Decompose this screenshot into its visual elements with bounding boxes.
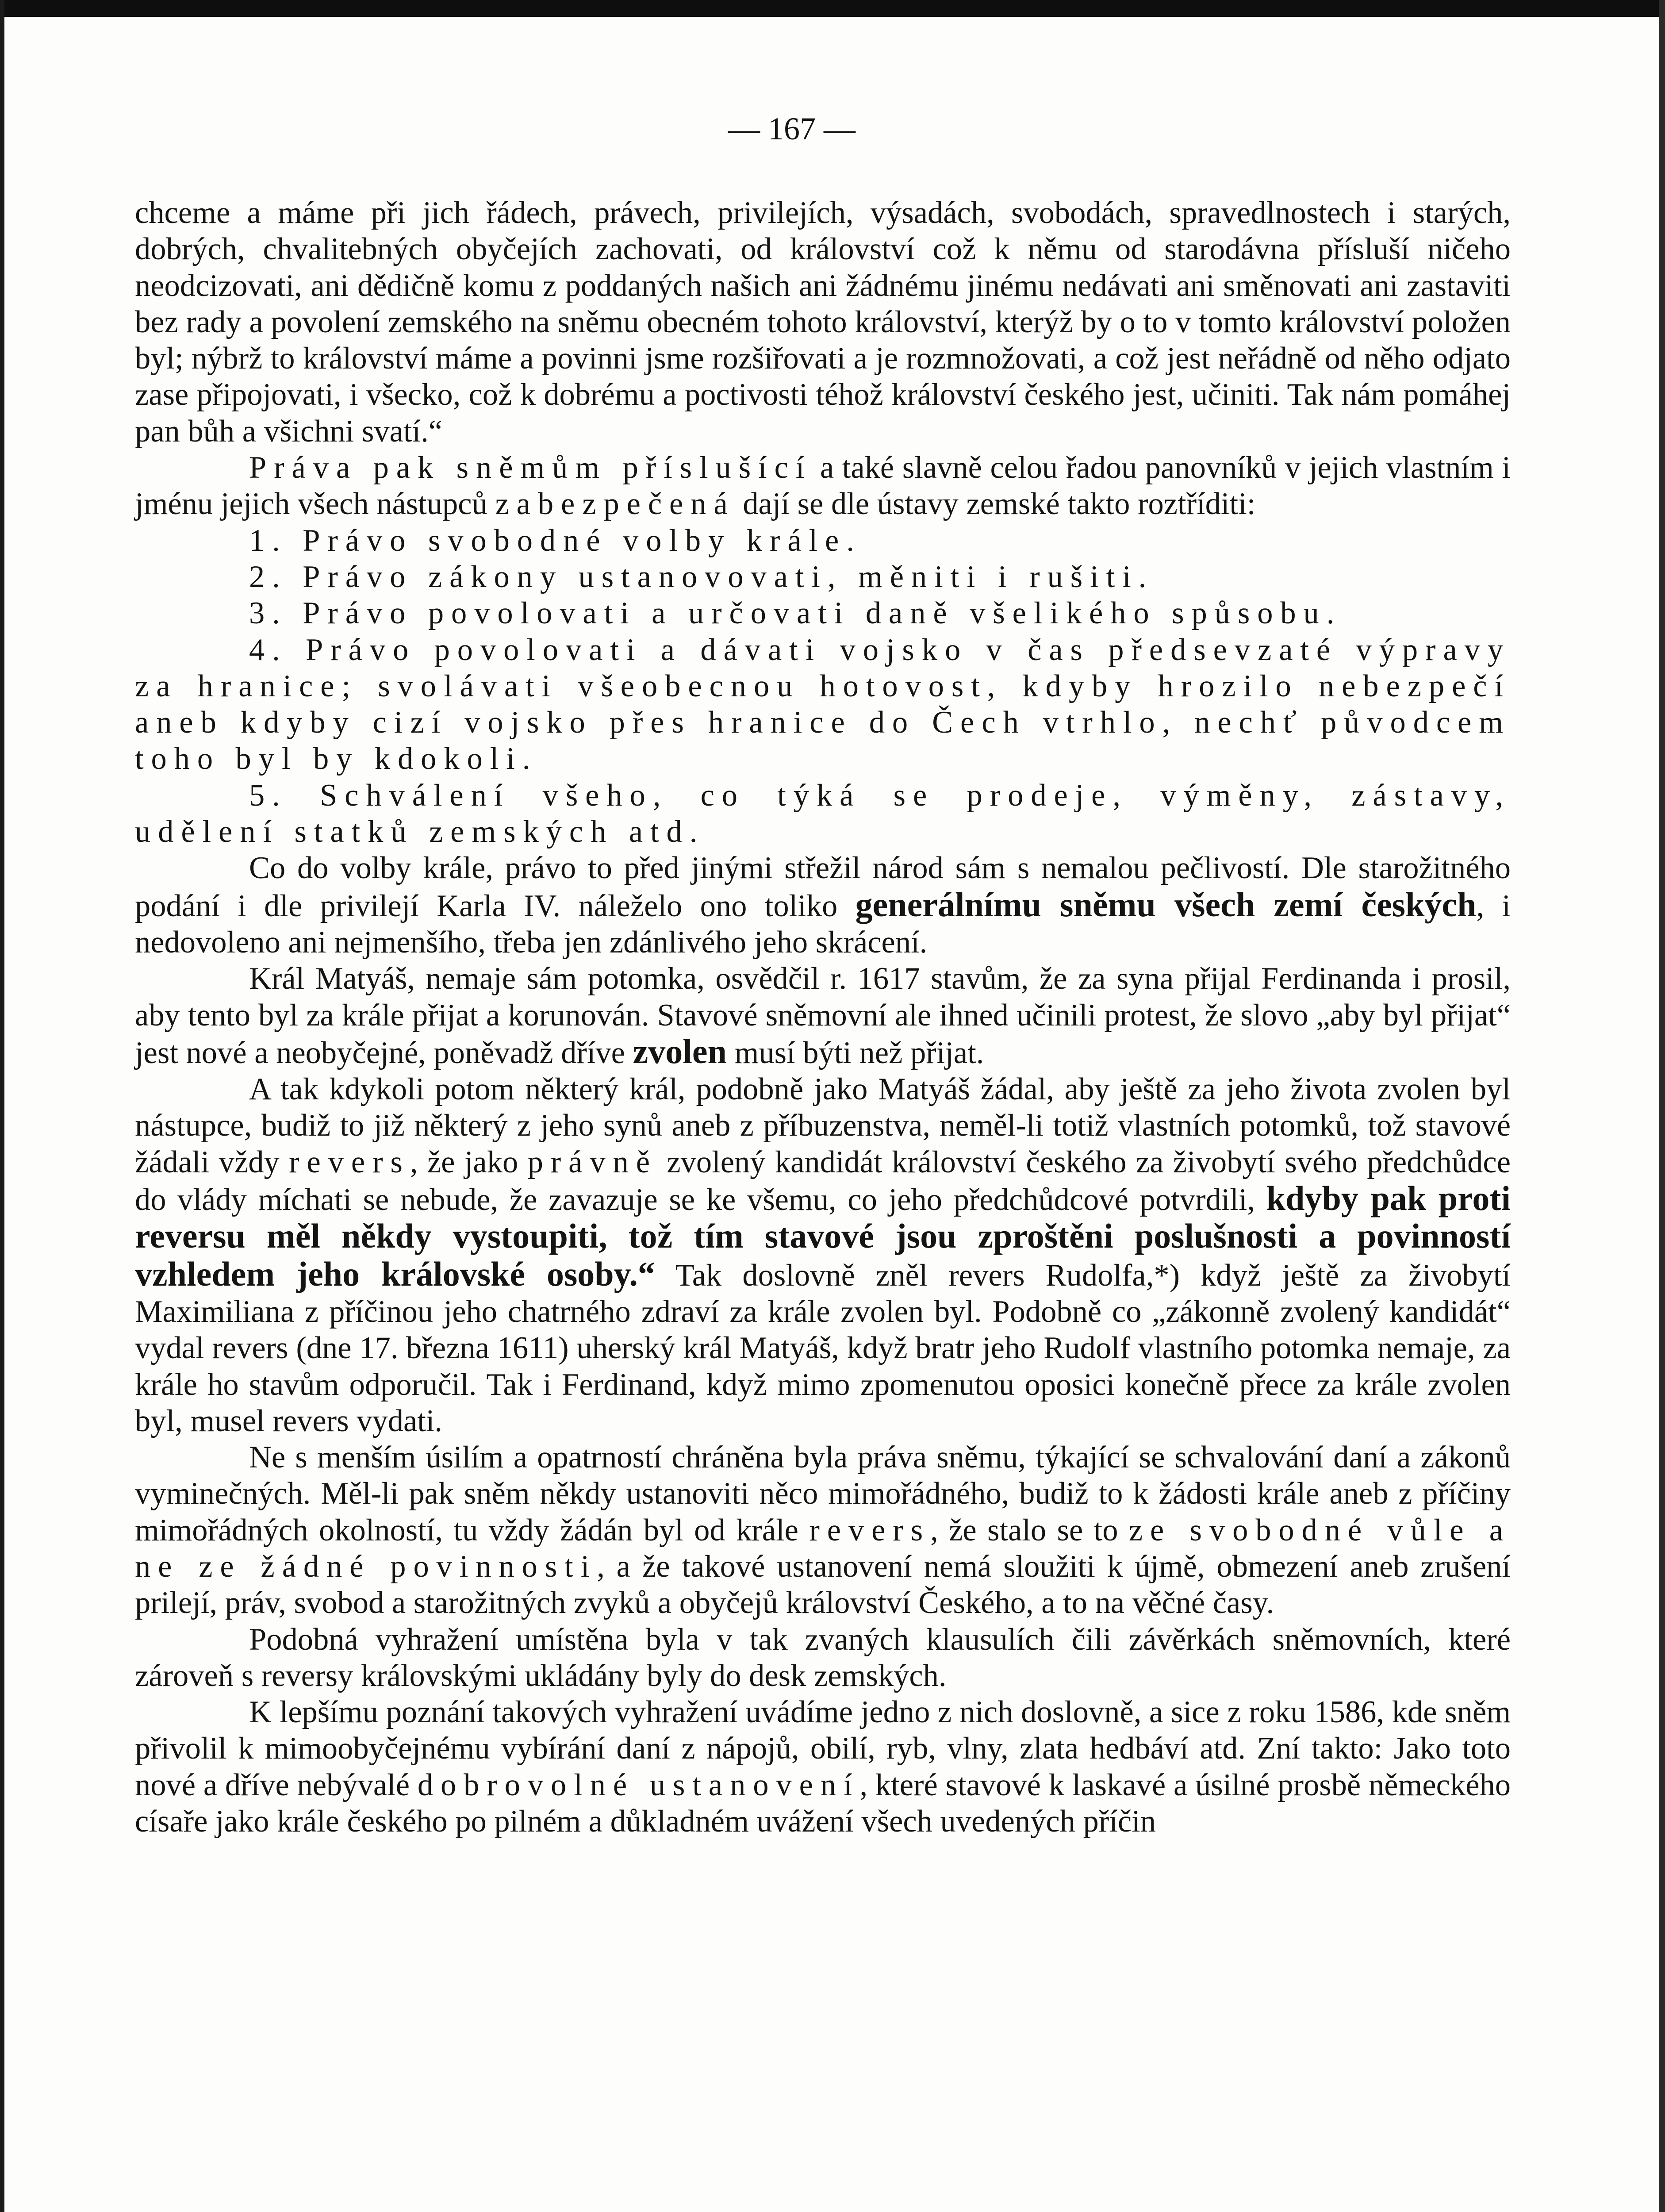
election-text: Co do volby krále, právo to před jinými střežil národ sám s nemalou pečlivostí. Dle starožitného podání i dle privilejí Karla IV. náleželo ono toliko xyxy=(135,851,1511,923)
taxes-text-end: , a že takové ustanovení nemá sloužiti k újmě, obmezení aneb zrušení prilejí, práv, svobod a starožitných zvyků a obyčejů království Českého, a to na věčné časy. xyxy=(135,1549,1511,1621)
revers-text-3: zvolený kandidát království českého za živobytí svého předchůdce do vlády míchati se nebude, že zavazuje se ke všemu, co jeho předchůdcové potvrdili, xyxy=(135,1144,1511,1217)
paragraph-oath-end: chceme a máme při jich řádech, právech, privilejích, výsadách, svobodách, spravedlnostech i starých, dobrých, chvalitebných obyčejích zachovati, od království což k němu od starodávna přísluší ničeho neodcizovati, ani dědičně komu z poddaných našich ani žádnému jinému nedávati ani směnovati ani zastaviti bez rady a povolení zemského na sněmu obecném tohoto království, kterýž by o to v tomto království položen byl; nýbrž to království máme a povinni jsme rozšiřovati a je rozmnožovati, a což jest neřádně od něho odjato zase připojovati, i všecko, což k dobrému a poctivosti téhož království českého jest, učiniti. Tak nám pomáhej pan bůh a všichni svatí.“ xyxy=(135,196,1511,449)
paragraph-clauses: Podobná vyhražení umístěna byla v tak zvaných klausulích čili závěrkách sněmovních, které zároveň s reversy královskými ukládány byly do desk zemských. xyxy=(135,1622,1511,1693)
spaced-free-will: ze svobodné vůle a ne ze žádné povinnosti xyxy=(135,1513,1511,1584)
revers-text-end: Tak doslovně zněl revers Rudolfa,*) když ještě za živobytí Maximiliana z příčinou jeho chatrného zdraví za krále zvolen byl. Podobně co „zákonně zvolený kandidát“ vydal revers (dne 17. března 1611) uherský král Matyáš, když bratr jeho Rudolf vlastního potomka nemaje, za krále ho stavům odporučil. Tak i Ferdinand, když mimo zpomenutou oposici konečně přece za krále zvolen byl, musel revers vydati. xyxy=(135,1258,1511,1438)
page-number: — 167 — xyxy=(728,111,856,146)
list-item: 3. Právo povolovati a určovati daně všelikého spůsobu. xyxy=(249,596,1342,631)
example-text-end: , které stavové k laskavé a úsilné prosbě německého císaře jako krále českého po pilném a důkladném uvážení všech uvedených příčin xyxy=(135,1767,1511,1839)
election-text-end: , i nedovoleno ani nejmenšího, třeba jen zdánlivého jeho skrácení. xyxy=(135,888,1511,960)
revers-text-2: , že jako xyxy=(410,1144,528,1179)
scan-top-edge xyxy=(0,0,1665,17)
rights-text: a také slavně celou řadou panovníků v jejich vlastním i jménu jejich všech nástupců xyxy=(135,450,1511,522)
list-item: 4. Právo povolovati a dávati vojsko v čas předsevzaté výpravy za hranice; svolávati všeobecnou hotovost, kdyby hrozilo nebezpečí aneb kdyby cizí vojsko přes hranice do Čech vtrhlo, nechť původcem toho byl by kdokoli. xyxy=(135,632,1511,776)
scan-left-edge xyxy=(0,0,4,2212)
list-item: 1. Právo svobodné volby krále. xyxy=(249,523,862,558)
revers-text: A tak kdykoli potom některý král, podobně jako Matyáš žádal, aby ještě za jeho života zvolen byl nástupce, budiž to již některý z jeho synů aneb z příbuzenstva, neměl-li totiž vlastních potomků, tož stavové žádali vždy xyxy=(135,1072,1511,1179)
bold-revers-clause: kdyby pak proti reversu měl někdy vystoupiti, tož tím stavové jsou zproštěni poslušnosti a povinností vzhledem jeho královské osoby.“ xyxy=(135,1179,1511,1293)
paragraph-revers xyxy=(135,1071,1511,1439)
spaced-secured: zabezpečená xyxy=(495,487,735,522)
spaced-revers-2: revers xyxy=(809,1513,931,1548)
example-text: K lepšímu poznání takových vyhražení uvádíme jedno z nich doslovně, a sice z roku 1586, kde sněm přivolil k mimoobyčejnému vybírání daní z nápojů, obilí, ryb, vlny, zlata hedbáví atd. Zní takto: Jako toto nové a dříve nebývalé xyxy=(135,1695,1511,1802)
spaced-revers: revers xyxy=(289,1144,410,1179)
paragraph-matyas xyxy=(135,960,1511,1071)
body-text xyxy=(135,195,1511,1839)
spaced-pravne: právně xyxy=(527,1144,657,1179)
list-item: 5. Schválení všeho, co týká se prodeje, výměny, zástavy, udělení statků zemských atd. xyxy=(135,778,1511,849)
list-item: 2. Právo zákony ustanovovati, měniti i rušiti. xyxy=(249,559,1154,594)
spaced-voluntary: dobrovolné ustanovení xyxy=(417,1767,860,1802)
spaced-rights-heading: Práva pak sněmům příslušící xyxy=(249,450,812,485)
matyas-text: Král Matyáš, nemaje sám potomka, osvědčil r. 1617 stavům, že za syna přijal Ferdinanda i prosil, aby tento byl za krále přijat a korunován. Stavové sněmovní ale ihned učinili protest, že slovo „aby byl přijat“ jest nové a neobyčejné, poněvadž dříve xyxy=(135,961,1511,1070)
paragraph-example xyxy=(135,1694,1511,1839)
matyas-text-end: musí býti než přijat. xyxy=(726,1035,984,1070)
taxes-text: Ne s menším úsilím a opatrností chráněna byla práva sněmu, týkající se schvalování daní a zákonů vyminečných. Měl-li pak sněm někdy ustanoviti něco mimořádného, budiž to k žádosti krále aneb z příčiny mimořádných okolností, tu vždy žádán byl od krále xyxy=(135,1440,1511,1548)
paragraph-rights xyxy=(135,449,1511,522)
bold-zvolen: zvolen xyxy=(633,1032,727,1071)
paragraph-election xyxy=(135,850,1511,960)
rights-text-end: dají se dle ústavy zemské takto roztříditi: xyxy=(735,487,1256,522)
taxes-text-2: , že stalo se to xyxy=(930,1513,1129,1548)
bold-general-diet: generálnímu sněmu všech zemí českých xyxy=(855,885,1477,924)
scan-right-edge xyxy=(1659,0,1665,2212)
paragraph-taxes xyxy=(135,1439,1511,1621)
